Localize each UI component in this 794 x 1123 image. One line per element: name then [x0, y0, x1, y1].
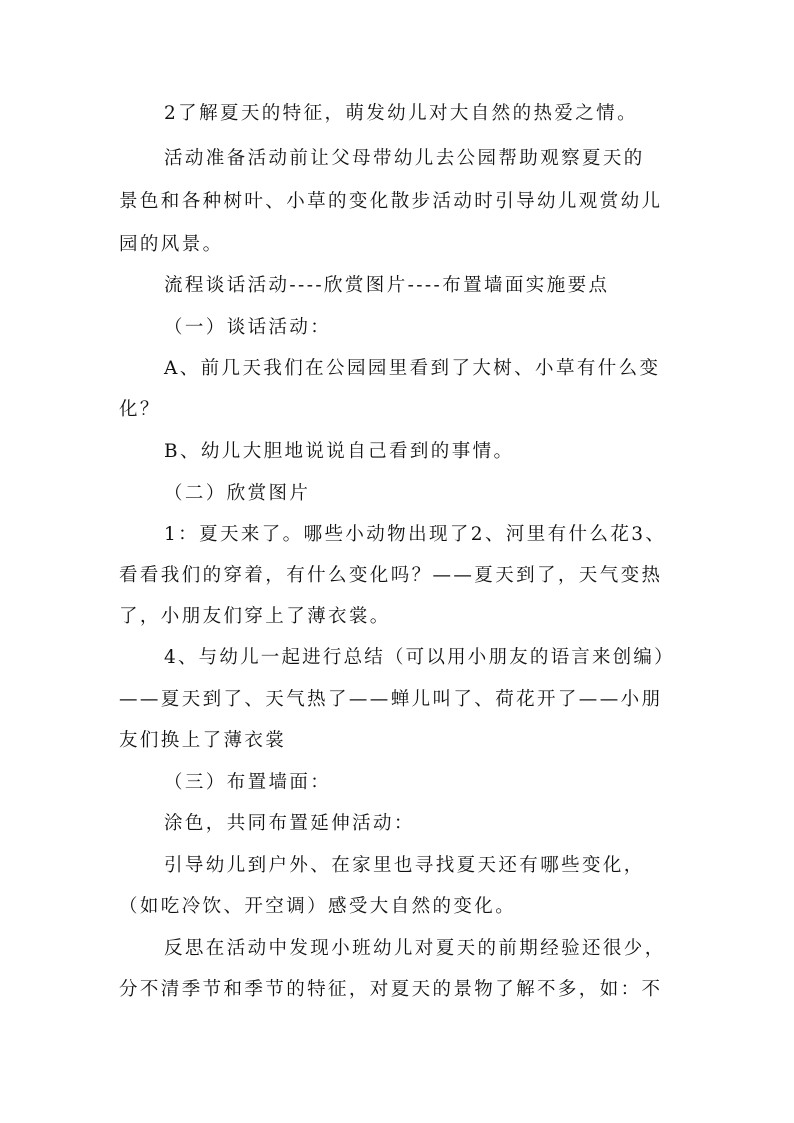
text-line-12: 看看我们的穿着，有什么变化吗？——夏天到了，天气变热 — [119, 565, 663, 586]
text-line-4: 园的风景。 — [119, 234, 224, 255]
text-line-6: （一）谈话活动： — [164, 317, 332, 338]
text-line-22: 分不清季节和季节的特征，对夏天的景物了解不多，如：不 — [119, 979, 663, 1000]
text-line-1: 2了解夏天的特征，萌发幼儿对大自然的热爱之情。 — [164, 103, 638, 124]
text-line-7: A、前几天我们在公园园里看到了大树、小草有什么变 — [164, 358, 661, 379]
text-line-19: 引导幼儿到户外、在家里也寻找夏天还有哪些变化， — [164, 855, 645, 876]
text-line-3: 景色和各种树叶、小草的变化散步活动时引导幼儿观赏幼儿 — [119, 191, 663, 212]
text-line-11: 1：夏天来了。哪些小动物出现了2、河里有什么花3、 — [164, 524, 667, 545]
text-line-9: B、幼儿大胆地说说自己看到的事情。 — [164, 441, 515, 462]
text-line-17: （三）布置墙面： — [164, 772, 332, 793]
text-line-8: 化？ — [119, 399, 161, 420]
text-line-5: 流程谈话活动----欣赏图片----布置墙面实施要点 — [164, 275, 610, 296]
text-line-15: ——夏天到了、天气热了——蝉儿叫了、荷花开了——小朋 — [119, 689, 663, 710]
text-line-2: 活动准备活动前让父母带幼儿去公园帮助观察夏天的 — [164, 148, 645, 169]
text-line-13: 了，小朋友们穿上了薄衣裳。 — [119, 606, 391, 627]
text-line-20: （如吃冷饮、开空调）感受大自然的变化。 — [119, 896, 517, 917]
text-line-21: 反思在活动中发现小班幼儿对夏天的前期经验还很少， — [164, 938, 666, 959]
text-line-10: （二）欣赏图片 — [164, 483, 311, 504]
text-line-14: 4、与幼儿一起进行总结（可以用小朋友的语言来创编） — [164, 647, 675, 668]
text-line-16: 友们换上了薄衣裳 — [119, 730, 287, 751]
text-line-18: 涂色，共同布置延伸活动： — [164, 813, 415, 834]
